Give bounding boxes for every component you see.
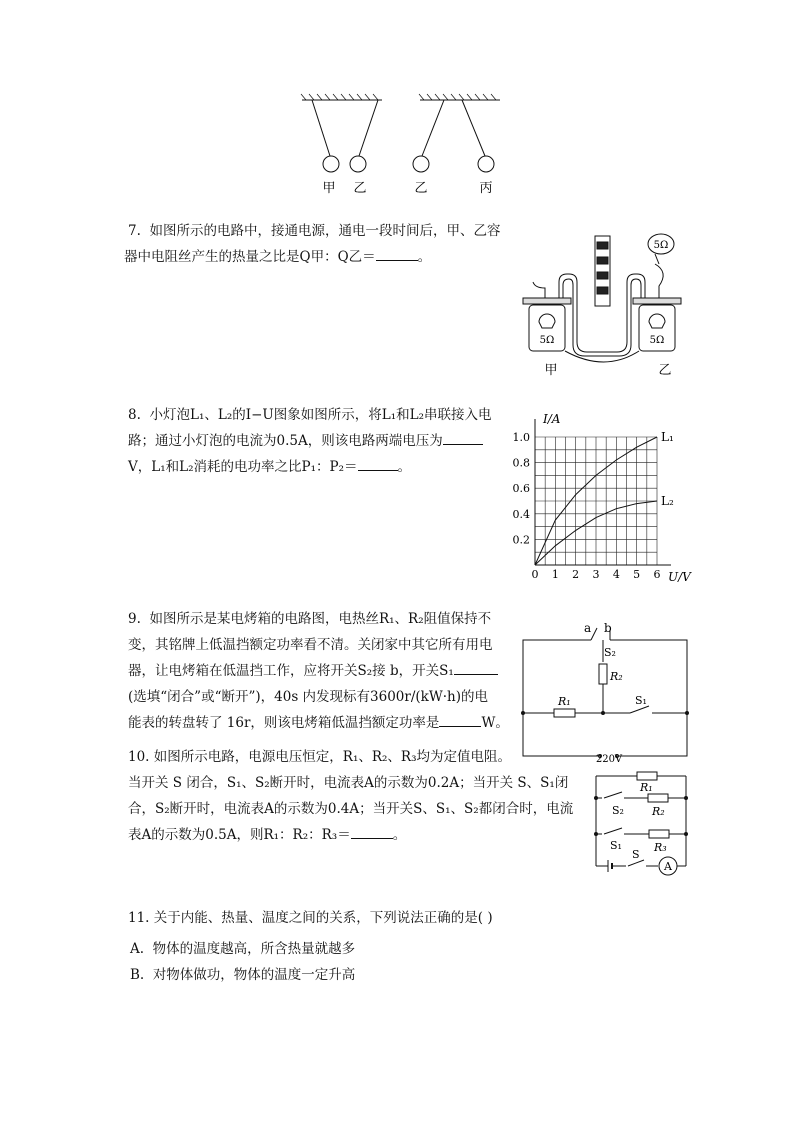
q9-line4: (选填“闭合”或“断开”)，40s 内发现标有3600r/(kW·h)的电	[128, 689, 488, 705]
q7-left-resistor-label: 5Ω	[539, 335, 555, 346]
q11-option-b-letter: B.	[130, 967, 145, 983]
q9-power-blank[interactable]	[439, 712, 481, 727]
question-9	[128, 606, 509, 736]
chart-ylabel: I/A	[543, 412, 561, 426]
q10-ratio-blank[interactable]	[351, 824, 393, 839]
q7-line2-end: 。	[417, 249, 432, 265]
q10-label-s1: S₁	[610, 839, 622, 852]
q10-line1-text: 如图所示电路，电源电压恒定，R₁、R₂、R₃均为定值电阻。	[153, 749, 512, 765]
chart-grid	[535, 437, 657, 565]
q7-label-jia: 甲	[544, 363, 558, 378]
q10-line2: 当开关 S 闭合，S₁、S₂断开时，电流表A的示数为0.2A；当开关 S、S₁闭	[128, 775, 569, 791]
q10-label-r2: R₂	[652, 805, 665, 818]
q10-line3: 合，S₂断开时，电流表A的示数为0.4A；当开关S、S₁、S₂都闭合时，电流	[128, 801, 574, 817]
q8-line3: V，L₁和L₂消耗的电功率之比P₁：P₂＝	[128, 459, 358, 475]
x-tick-label: 1	[551, 568, 559, 581]
series-label-L2: L₂	[661, 494, 674, 508]
pendulum-label-jia: 甲	[322, 181, 336, 196]
pendulum-label-yi-1: 乙	[353, 181, 367, 196]
x-tick-label: 2	[572, 568, 580, 581]
x-tick-label: 0	[531, 568, 539, 581]
x-tick-label: 6	[653, 568, 661, 581]
q7-circuit-figure	[515, 230, 690, 380]
q11-option-a[interactable]	[130, 937, 355, 957]
q7-answer-blank[interactable]	[376, 246, 418, 261]
q10-line4: 表A的示数为0.5A，则R₁：R₂：R₃＝	[128, 827, 351, 843]
q10-label-s2: S₂	[612, 804, 624, 817]
q8-line1: 小灯泡L₁、L₂的I−U图象如图所示，将L₁和L₂串联接入电	[149, 407, 492, 423]
series-label-L1: L₁	[661, 430, 674, 444]
q9-line2: 变，其铭牌上低温挡额定功率看不清。关闭家中其它所有用电	[128, 637, 493, 653]
q10-line4-end: 。	[392, 827, 407, 843]
q8-power-ratio-blank[interactable]	[358, 456, 398, 471]
q10-label-r1: R₁	[640, 781, 653, 794]
q9-number: 9.	[128, 611, 141, 627]
q7-line1: 如图所示的电路中，接通电源，通电一段时间后，甲、乙容	[149, 223, 501, 239]
q9-line5: 能表的转盘转了 16r，则该电烤箱低温挡额定功率是	[128, 715, 440, 731]
chart-xlabel: U/V	[668, 570, 691, 584]
q10-circuit-figure	[592, 768, 694, 880]
q11-option-a-letter: A.	[130, 941, 145, 957]
q8-voltage-blank[interactable]	[443, 430, 483, 445]
x-tick-label: 5	[633, 568, 641, 581]
q11-stem: 11. 关于内能、热量、温度之间的关系，下列说法正确的是( )	[128, 910, 493, 926]
x-tick-label: 4	[612, 568, 620, 581]
q9-label-s1: S₁	[635, 694, 647, 707]
question-7	[124, 218, 501, 270]
q10-line1	[128, 749, 511, 765]
q8-line2: 路；通过小灯泡的电流为0.5A，则该电路两端电压为	[128, 433, 443, 449]
y-tick-label: 0.8	[512, 456, 530, 470]
q9-label-r1: R₁	[558, 695, 571, 708]
q10-ammeter-label: A	[664, 860, 672, 873]
q8-line3-end: 。	[397, 459, 411, 475]
y-tick-label: 1.0	[512, 431, 530, 444]
q9-label-b: b	[604, 621, 612, 635]
question-11	[128, 905, 493, 931]
q9-label-s2: S₂	[604, 646, 616, 659]
q7-right-resistor-label: 5Ω	[649, 335, 665, 346]
q7-line2: 器中电阻丝产生的热量之比是Q甲：Q乙＝	[124, 249, 376, 265]
y-tick-label: 0.6	[512, 482, 530, 496]
q9-line3: 器，让电烤箱在低温挡工作，应将开关S₂接 b，开关S₁	[128, 663, 454, 679]
q7-label-yi: 乙	[658, 363, 672, 378]
q9-switch-blank[interactable]	[454, 660, 498, 675]
q10-number: 10.	[128, 749, 150, 765]
q7-top-resistor-label: 5Ω	[653, 240, 669, 251]
pendulum-figure	[290, 92, 510, 202]
q10-label-r3: R₃	[654, 841, 667, 854]
q7-number: 7.	[128, 223, 141, 239]
iu-chart	[505, 405, 695, 587]
q9-label-supply: 220V	[595, 754, 623, 765]
y-tick-label: 0.2	[512, 533, 530, 547]
pendulum-label-bing: 丙	[479, 181, 493, 196]
q9-line1: 如图所示是某电烤箱的电路图，电热丝R₁、R₂阻值保持不	[149, 611, 492, 627]
question-10	[128, 744, 573, 848]
q10-label-s: S	[632, 848, 640, 861]
q9-label-a: a	[584, 621, 592, 635]
q11-option-b[interactable]	[130, 963, 355, 983]
question-8	[128, 402, 492, 480]
x-tick-label: 3	[592, 568, 600, 581]
q8-number: 8.	[128, 407, 141, 423]
pendulum-label-yi-2: 乙	[414, 181, 428, 196]
y-tick-label: 0.4	[512, 507, 530, 521]
q9-line5-end: W。	[481, 715, 509, 731]
q11-option-a-text: 物体的温度越高，所含热量就越多	[152, 941, 356, 957]
q9-label-r2: R₂	[610, 670, 623, 683]
q11-option-b-text: 对物体做功，物体的温度一定升高	[152, 967, 356, 983]
